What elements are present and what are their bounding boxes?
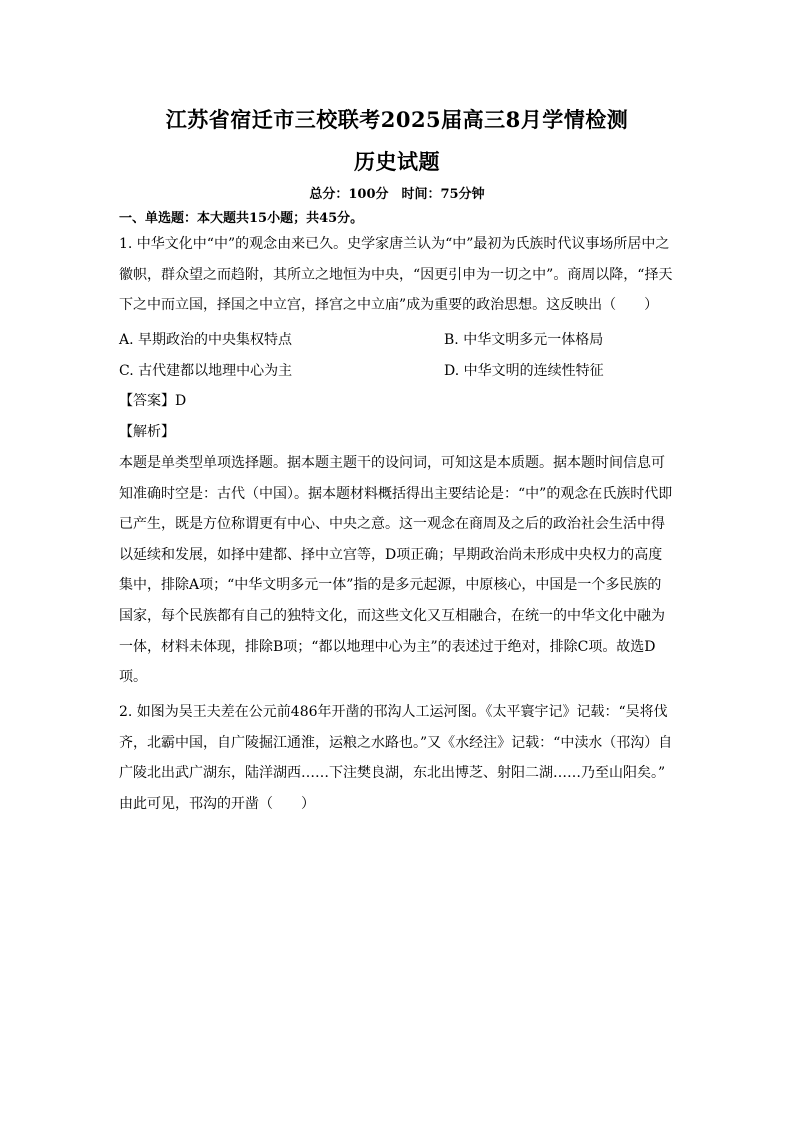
question-1-answer: 【答案】D — [119, 393, 187, 409]
question-2-line: 齐，北霸中国，自广陵掘江通淮，运粮之水路也。”又《水经注》记载：“中渎水（邗沟）自 — [119, 734, 673, 751]
option-a: A. 早期政治的中央集权特点 — [119, 332, 293, 348]
analysis-line: 项。 — [119, 669, 147, 686]
exam-subtitle: 历史试题 — [354, 149, 440, 174]
question-1-analysis-heading: 【解析】 — [119, 424, 175, 440]
option-c: C. 古代建都以地理中心为主 — [119, 363, 293, 379]
question-1-stem — [119, 229, 676, 321]
analysis-line: 国家，每个民族都有自己的独特文化，而这些文化又互相融合，在统一的中华文化中融为 — [119, 607, 665, 624]
question-1-line: 下之中而立国，择国之中立宫，择宫之中立庙”成为重要的政治思想。这反映出（ ） — [119, 297, 659, 314]
exam-meta: 总分：100分 时间：75分钟 — [309, 187, 485, 202]
question-2-line: 广陵北出武广湖东，陆洋湖西……下注樊良湖，东北出博芝、射阳二湖……乃至山阳矣。” — [119, 765, 666, 782]
option-d: D. 中华文明的连续性特征 — [444, 363, 604, 379]
option-b: B. 中华文明多元一体格局 — [444, 332, 604, 348]
analysis-line: 集中，排除A项；“中华文明多元一体”指的是多元起源，中原核心，中国是一个多民族的 — [119, 577, 662, 594]
question-1-line: 徽帜，群众望之而趋附，其所立之地恒为中央，“因更引申为一切之中”。商周以降，“择天 — [119, 266, 673, 283]
analysis-line: 已产生，既是方位称谓更有中心、中央之意。这一观念在商周及之后的政治社会生活中得 — [119, 516, 665, 533]
question-1-line: 1. 中华文化中“中”的观念由来已久。史学家唐兰认为“中”最初为氏族时代议事场所居中之 — [119, 236, 670, 252]
question-2-line: 由此可见，邗沟的开凿（ ） — [119, 795, 315, 812]
analysis-line: 本题是单类型单项选择题。据本题主题干的设问词，可知这是本质题。据本题时间信息可 — [119, 455, 665, 471]
question-2-stem — [119, 697, 676, 819]
analysis-line: 以延续和发展，如择中建都、择中立宫等，D项正确；早期政治尚未形成中央权力的高度 — [119, 546, 663, 563]
analysis-line: 知准确时空是：古代（中国）。据本题材料概括得出主要结论是：“中”的观念在氏族时代即 — [119, 485, 673, 502]
section-heading: 一、单选题：本大题共15小题；共45分。 — [119, 211, 364, 226]
question-1-analysis — [119, 448, 676, 693]
exam-title: 江苏省宿迁市三校联考2025届高三8月学情检测 — [165, 107, 629, 132]
analysis-line: 一体，材料未体现，排除B项；“都以地理中心为主”的表述过于绝对，排除C项。故选D — [119, 638, 656, 655]
question-2-line: 2. 如图为吴王夫差在公元前486年开凿的邗沟人工运河图。《太平寰宇记》记载：“吴将伐 — [119, 704, 668, 720]
